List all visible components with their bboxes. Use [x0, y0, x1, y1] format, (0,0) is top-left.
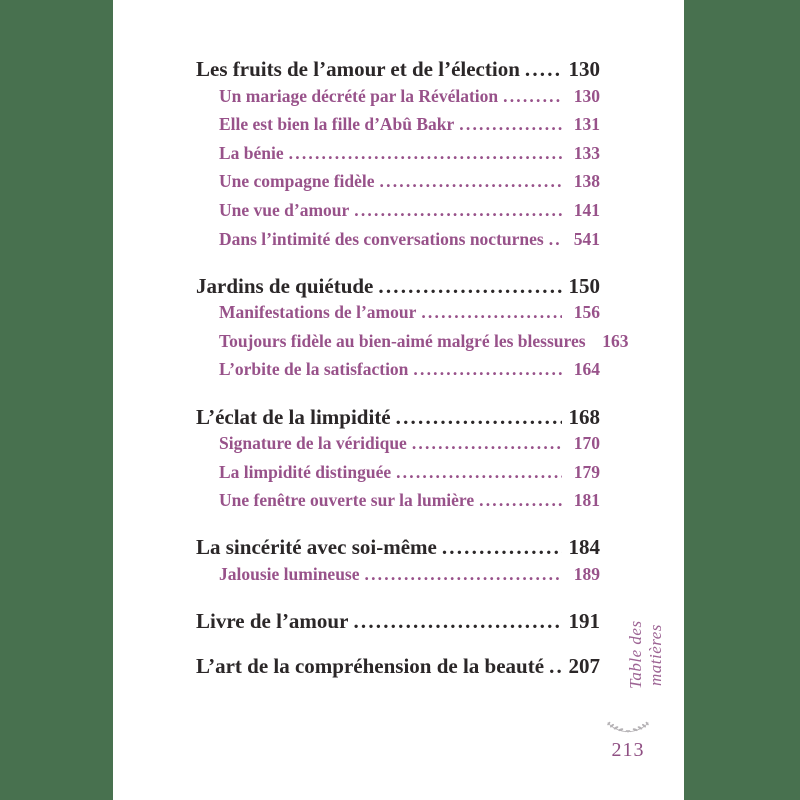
- laurel-divider-icon: [604, 721, 652, 736]
- toc-entry-page: 130: [568, 57, 600, 81]
- toc-list: [196, 57, 629, 683]
- toc-entry-page: 138: [573, 171, 600, 192]
- toc-entry-label: Livre de l’amour: [196, 609, 349, 634]
- folio-page-number: 213: [611, 739, 645, 761]
- toc-entry-label: Toujours fidèle au bien-aimé malgré les blessures: [219, 330, 586, 351]
- toc-entry-label: Dans l’intimité des conversations nocturnes: [219, 228, 544, 249]
- toc-entry-label: Jardins de quiétude: [196, 273, 374, 298]
- dot-leader: [479, 490, 562, 511]
- toc-entry: [196, 535, 600, 564]
- toc-entry-page: 150: [568, 273, 600, 298]
- toc-entry-label: Elle est bien la fille d’Abû Bakr: [219, 114, 455, 135]
- toc-entry-label: Signature de la véridique: [219, 433, 407, 454]
- toc-entry: [196, 405, 600, 434]
- dot-leader: [365, 564, 562, 585]
- toc-entry: [196, 274, 600, 303]
- toc-page: [113, 0, 684, 800]
- footer-block: [598, 721, 658, 762]
- dot-leader: [396, 405, 562, 430]
- toc-entry-label: L’éclat de la limpidité: [196, 404, 391, 429]
- toc-entry-page: 207: [568, 654, 600, 679]
- toc-entry: [196, 490, 600, 519]
- running-footer-vertical: Table des matières: [626, 620, 665, 690]
- toc-entry-label: La sincérité avec soi-même: [196, 535, 437, 560]
- dot-leader: [380, 171, 562, 192]
- toc-entry: [196, 114, 600, 143]
- toc-entry-page: 179: [573, 461, 600, 482]
- toc-entry: [196, 143, 600, 172]
- dot-leader: [412, 433, 562, 454]
- toc-entry: [196, 86, 600, 115]
- toc-entry-page: 130: [573, 85, 600, 106]
- toc-entry-label: Les fruits de l’amour et de l’élection: [196, 57, 520, 81]
- toc-entry-page: 168: [568, 404, 600, 429]
- toc-entry-label: Un mariage décrété par la Révélation: [219, 85, 499, 106]
- toc-entry: [196, 302, 600, 331]
- toc-entry-label: Une compagne fidèle: [219, 171, 375, 192]
- dot-leader: [442, 535, 562, 560]
- toc-entry: [196, 359, 600, 388]
- toc-entry-page: 184: [568, 535, 600, 560]
- toc-entry-label: L’orbite de la satisfaction: [219, 359, 409, 380]
- dot-leader: [353, 609, 562, 634]
- toc-entry: [196, 609, 600, 638]
- toc-entry-label: La bénie: [219, 142, 284, 163]
- toc-entry-label: Jalousie lumineuse: [219, 564, 360, 584]
- toc-entry: [196, 462, 600, 491]
- toc-entry-label: La limpidité distinguée: [219, 461, 392, 482]
- toc-entry-page: 156: [573, 302, 600, 323]
- toc-entry-page: 541: [573, 228, 600, 249]
- toc-entry-label: Manifestations de l’amour: [219, 302, 417, 323]
- toc-entry-page: 164: [573, 359, 600, 380]
- toc-entry-page: 141: [573, 199, 600, 220]
- toc-entry-page: 181: [573, 490, 600, 511]
- toc-entry-page: 170: [573, 433, 600, 454]
- dot-leader: [354, 200, 562, 221]
- toc-entry-page: 133: [573, 142, 600, 163]
- dot-leader: [459, 114, 562, 135]
- toc-entry-page: 131: [573, 114, 600, 135]
- toc-entry: [196, 654, 600, 683]
- toc-entry: [196, 200, 600, 229]
- toc-entry-label: Une vue d’amour: [219, 199, 350, 220]
- toc-entry: [196, 330, 629, 360]
- dot-leader: [396, 462, 562, 483]
- toc-entry-page: 189: [573, 564, 600, 584]
- dot-leader: [289, 143, 562, 164]
- toc-entry: [196, 57, 600, 86]
- toc-entry: [196, 171, 600, 200]
- dot-leader: [378, 274, 562, 299]
- dot-leader: [525, 57, 562, 82]
- toc-entry-page: 191: [568, 609, 600, 634]
- toc-entry-label: L’art de la compréhension de la beauté: [196, 654, 545, 679]
- dot-leader: [549, 229, 562, 250]
- toc-entry: [196, 564, 600, 593]
- toc-entry: [196, 229, 600, 258]
- dot-leader: [421, 302, 562, 323]
- toc-entry-label: Une fenêtre ouverte sur la lumière: [219, 490, 475, 511]
- toc-entry-page: 163: [602, 330, 629, 351]
- dot-leader: [413, 359, 562, 380]
- toc-entry: [196, 433, 600, 462]
- dot-leader: [549, 654, 562, 679]
- dot-leader: [503, 86, 562, 107]
